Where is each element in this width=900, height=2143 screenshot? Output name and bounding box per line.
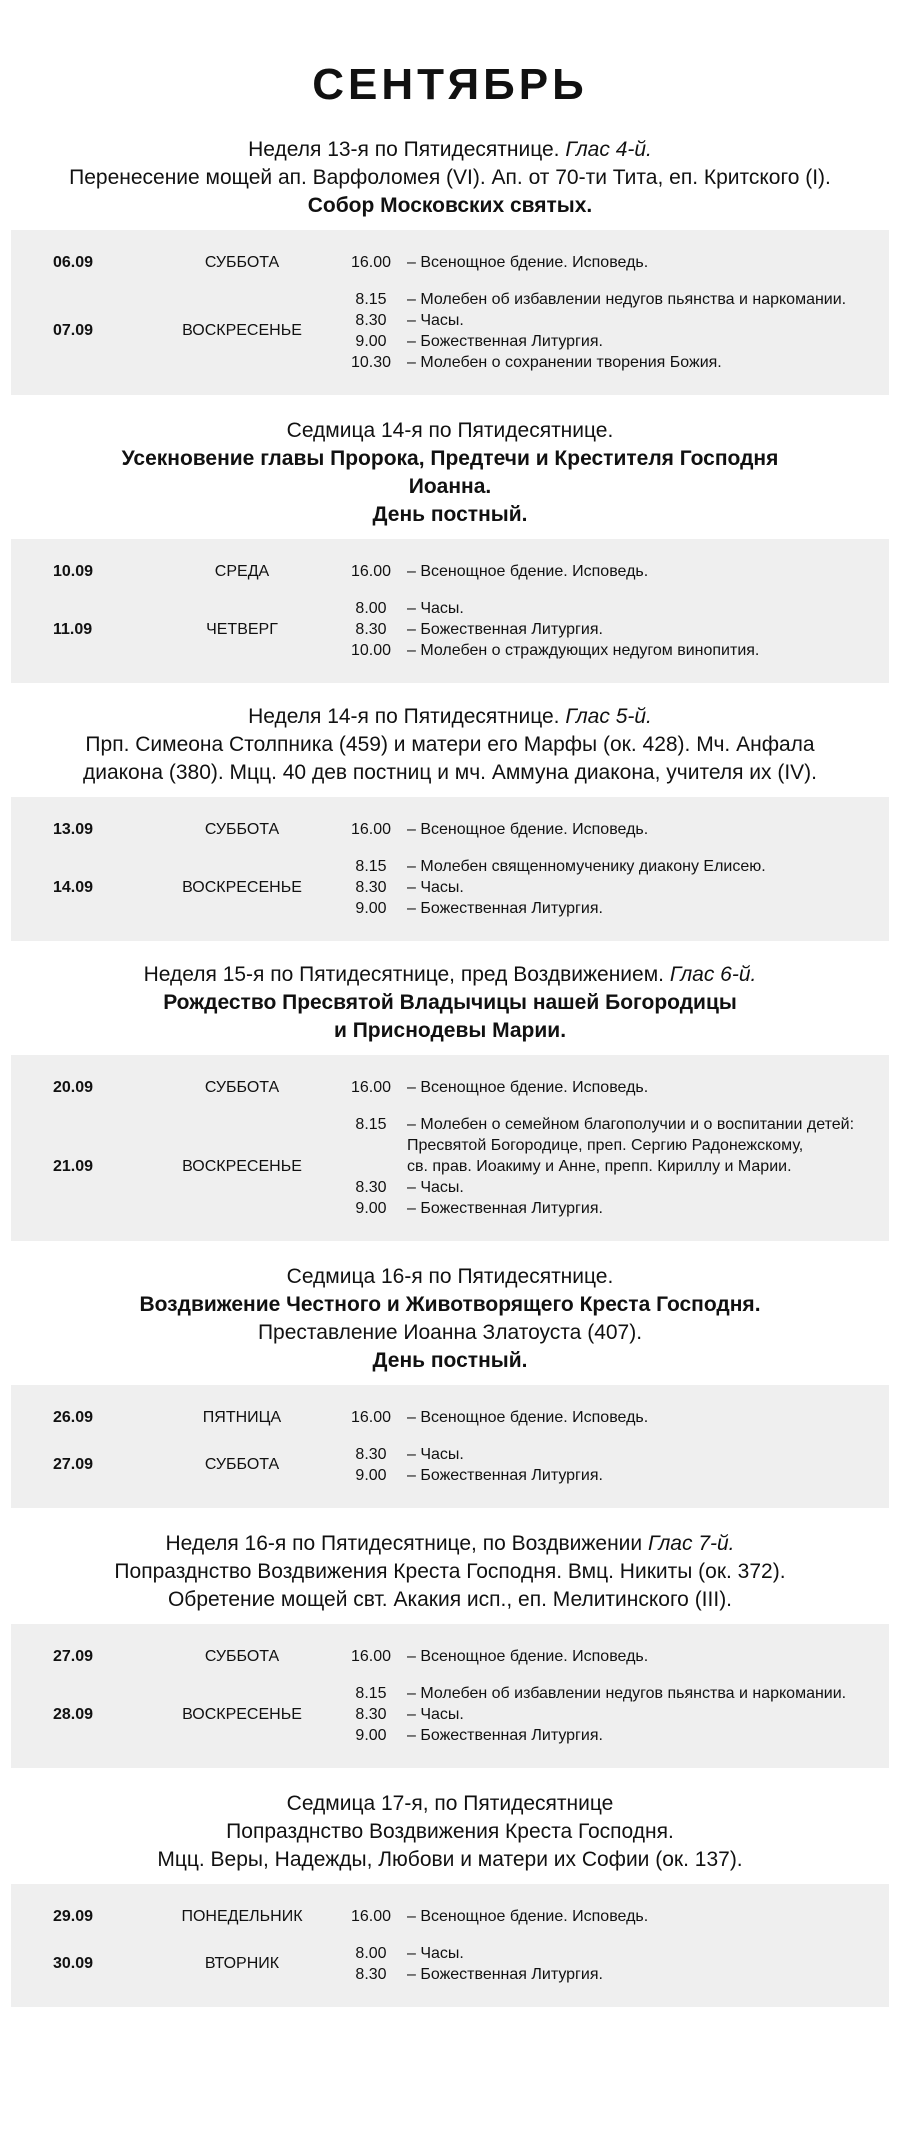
event-time: 9.00 xyxy=(355,333,387,350)
day-date: 28.09 xyxy=(53,1705,94,1723)
service-event xyxy=(337,856,889,877)
service-event xyxy=(337,310,889,331)
day-weekday: СУББОТА xyxy=(204,1456,280,1473)
schedule-day-row xyxy=(11,1638,889,1675)
heading-text: Обретение мощей свт. Акакия исп., еп. Мелитинского (III). xyxy=(167,1588,733,1611)
section-heading xyxy=(0,116,900,220)
section-heading xyxy=(0,1768,900,1874)
event-time: 8.30 xyxy=(355,312,387,329)
feast-title-line xyxy=(12,1291,888,1319)
event-description: – Всенощное бдение. Исповедь. xyxy=(407,1409,649,1426)
feast-title-line xyxy=(12,1017,888,1045)
service-event xyxy=(337,1943,889,1964)
sections-container xyxy=(0,116,900,2007)
heading-text: Неделя 14-я по Пятидесятнице. xyxy=(248,705,566,728)
service-event xyxy=(337,561,889,582)
schedule-box xyxy=(11,539,889,683)
day-events xyxy=(337,1444,889,1486)
heading-line xyxy=(12,1846,888,1874)
event-time: 10.00 xyxy=(350,642,392,659)
service-section xyxy=(0,683,900,941)
feast-title-line xyxy=(12,989,888,1017)
feast-title-line xyxy=(12,501,888,529)
schedule-day-row xyxy=(11,1675,889,1754)
event-time: 8.00 xyxy=(355,600,387,617)
event-description: – Часы. xyxy=(407,1706,464,1723)
event-description: – Божественная Литургия. xyxy=(407,1966,603,1983)
heading-text: Седмица 14-я по Пятидесятнице. xyxy=(286,419,614,442)
feast-title-line xyxy=(12,192,888,220)
heading-text: Седмица 17-я, по Пятидесятнице xyxy=(286,1792,614,1815)
service-event xyxy=(337,598,889,619)
heading-line xyxy=(12,1530,888,1558)
heading-text: Перенесение мощей ап. Варфоломея (VI). Ап. от 70-ти Тита, еп. Критского (I). xyxy=(69,166,831,189)
schedule-day-row xyxy=(11,1106,889,1227)
heading-text: Воздвижение Честного и Животворящего Креста Господня. xyxy=(139,1293,761,1316)
heading-text: Седмица 16-я по Пятидесятнице. xyxy=(286,1265,614,1288)
day-events xyxy=(337,1906,889,1927)
service-event xyxy=(337,1177,889,1198)
day-date: 21.09 xyxy=(53,1157,94,1175)
event-description: – Божественная Литургия. xyxy=(407,1727,603,1744)
service-event xyxy=(337,819,889,840)
heading-text: Преставление Иоанна Златоуста (407). xyxy=(257,1321,643,1344)
service-event xyxy=(337,1114,889,1177)
schedule-day-row xyxy=(11,590,889,669)
heading-text: Усекновение главы Пророка, Предтечи и Крестителя Господня xyxy=(121,447,779,470)
day-weekday: СУББОТА xyxy=(204,1078,280,1096)
service-event xyxy=(337,1198,889,1219)
heading-text: Иоанна. xyxy=(408,475,492,498)
heading-line xyxy=(12,1586,888,1614)
event-time: 16.00 xyxy=(350,1079,392,1096)
heading-text: Неделя 16-я по Пятидесятнице, по Воздвижении xyxy=(165,1532,648,1555)
service-section xyxy=(0,1768,900,2007)
section-heading xyxy=(0,395,900,529)
service-section xyxy=(0,395,900,683)
day-events xyxy=(337,289,889,373)
day-weekday: ВТОРНИК xyxy=(204,1955,280,1972)
event-description: – Молебен о семейном благополучии и о воспитании детей: Пресвятой Богородице, преп. Сергию Радонежскому, св. прав. Иоакиму и Анне, препп. Кириллу и Марии. xyxy=(407,1116,855,1175)
service-event xyxy=(337,1906,889,1927)
tone-label: Глас 7-й. xyxy=(647,1532,735,1555)
day-date: 10.09 xyxy=(53,562,94,580)
event-description: – Всенощное бдение. Исповедь. xyxy=(407,563,649,580)
service-event xyxy=(337,289,889,310)
feast-title-line xyxy=(12,473,888,501)
service-event xyxy=(337,1725,889,1746)
service-event xyxy=(337,331,889,352)
day-events xyxy=(337,1114,889,1219)
heading-line xyxy=(12,759,888,787)
day-weekday: ВОСКРЕСЕНЬЕ xyxy=(182,322,302,339)
event-description: – Молебен о сохранении творения Божия. xyxy=(407,354,722,371)
event-time: 16.00 xyxy=(350,254,392,271)
schedule-day-row xyxy=(11,1069,889,1106)
event-time: 10.30 xyxy=(350,354,392,371)
day-events xyxy=(337,1077,889,1098)
heading-text: и Приснодевы Марии. xyxy=(333,1019,567,1042)
event-description: – Божественная Литургия. xyxy=(407,621,603,638)
schedule-box xyxy=(11,230,889,395)
service-event xyxy=(337,1964,889,1985)
heading-text: Попразднство Воздвижения Креста Господня. Вмц. Никиты (ок. 372). xyxy=(114,1560,786,1583)
schedule-day-row xyxy=(11,1399,889,1436)
event-description: – Молебен об избавлении недугов пьянства и наркомании. xyxy=(407,291,847,308)
service-event xyxy=(337,352,889,373)
service-section xyxy=(0,1241,900,1508)
day-weekday: СУББОТА xyxy=(204,820,280,838)
service-event xyxy=(337,1407,889,1428)
day-events xyxy=(337,1646,889,1667)
heading-line xyxy=(12,731,888,759)
heading-text: День постный. xyxy=(372,1349,528,1372)
event-time: 8.30 xyxy=(355,1446,387,1463)
schedule-box xyxy=(11,797,889,941)
event-time: 8.30 xyxy=(355,621,387,638)
day-events xyxy=(337,252,889,273)
event-description: – Всенощное бдение. Исповедь. xyxy=(407,1908,649,1925)
day-date: 06.09 xyxy=(53,253,94,271)
day-date: 14.09 xyxy=(53,878,94,896)
event-time: 8.30 xyxy=(355,879,387,896)
service-event xyxy=(337,1646,889,1667)
day-date: 27.09 xyxy=(53,1456,94,1473)
heading-line xyxy=(12,1558,888,1586)
event-description: – Молебен о страждующих недугом винопития. xyxy=(407,642,760,659)
schedule-day-row xyxy=(11,1898,889,1935)
event-time: 8.15 xyxy=(355,1116,387,1133)
event-time: 8.30 xyxy=(355,1179,387,1196)
heading-text: Рождество Пресвятой Владычицы нашей Богородицы xyxy=(163,991,737,1014)
schedule-day-row xyxy=(11,553,889,590)
event-description: – Всенощное бдение. Исповедь. xyxy=(407,1648,649,1665)
heading-text: Неделя 15-я по Пятидесятнице, пред Воздвижением. xyxy=(143,963,670,986)
day-weekday: СУББОТА xyxy=(204,1647,280,1665)
section-heading xyxy=(0,1241,900,1375)
heading-line xyxy=(12,417,888,445)
service-section xyxy=(0,116,900,395)
event-description: – Часы. xyxy=(407,1945,464,1962)
section-heading xyxy=(0,683,900,787)
schedule-day-row xyxy=(11,281,889,381)
tone-label: Глас 5-й. xyxy=(565,705,652,728)
event-description: – Часы. xyxy=(407,879,464,896)
service-event xyxy=(337,1077,889,1098)
heading-text: Собор Московских святых. xyxy=(307,194,593,217)
section-heading xyxy=(0,941,900,1045)
heading-line xyxy=(12,1818,888,1846)
day-date: 30.09 xyxy=(53,1955,94,1972)
tone-label: Глас 6-й. xyxy=(669,963,757,986)
day-weekday: ЧЕТВЕРГ xyxy=(206,620,278,638)
heading-line xyxy=(12,961,888,989)
section-heading xyxy=(0,1508,900,1614)
day-weekday: ВОСКРЕСЕНЬЕ xyxy=(182,1157,302,1175)
service-event xyxy=(337,1704,889,1725)
event-time: 8.00 xyxy=(355,1945,387,1962)
service-section xyxy=(0,1508,900,1768)
day-events xyxy=(337,1407,889,1428)
day-date: 20.09 xyxy=(53,1078,94,1096)
event-description: – Божественная Литургия. xyxy=(407,1200,603,1217)
day-date: 13.09 xyxy=(53,820,94,838)
day-events xyxy=(337,856,889,919)
feast-title-line xyxy=(12,1347,888,1375)
day-weekday: СУББОТА xyxy=(204,253,280,271)
event-time: 8.30 xyxy=(355,1966,387,1983)
service-event xyxy=(337,252,889,273)
month-title: СЕНТЯБРЬ xyxy=(312,60,588,109)
event-time: 9.00 xyxy=(355,900,387,917)
schedule-box xyxy=(11,1055,889,1241)
day-weekday: ВОСКРЕСЕНЬЕ xyxy=(182,878,302,896)
event-description: – Божественная Литургия. xyxy=(407,1467,603,1484)
schedule-day-row xyxy=(11,811,889,848)
event-description: – Божественная Литургия. xyxy=(407,333,603,350)
schedule-box xyxy=(11,1884,889,2007)
service-event xyxy=(337,640,889,661)
day-events xyxy=(337,598,889,661)
heading-line xyxy=(12,703,888,731)
event-time: 16.00 xyxy=(350,1908,392,1925)
day-date: 29.09 xyxy=(53,1907,94,1925)
event-description: – Всенощное бдение. Исповедь. xyxy=(407,1079,649,1096)
event-time: 8.15 xyxy=(355,291,387,308)
heading-text: Прп. Симеона Столпника (459) и матери его Марфы (ок. 428). Мч. Анфала xyxy=(85,733,815,756)
service-event xyxy=(337,1683,889,1704)
service-event xyxy=(337,1465,889,1486)
event-time: 8.15 xyxy=(355,1685,387,1702)
event-description: – Часы. xyxy=(407,1446,464,1463)
heading-text: Попразднство Воздвижения Креста Господня. xyxy=(226,1820,674,1843)
service-event xyxy=(337,898,889,919)
day-date: 27.09 xyxy=(53,1647,94,1665)
schedule-day-row xyxy=(11,244,889,281)
event-description: – Молебен об избавлении недугов пьянства и наркомании. xyxy=(407,1685,847,1702)
event-time: 16.00 xyxy=(350,1648,392,1665)
day-events xyxy=(337,561,889,582)
day-weekday: ПОНЕДЕЛЬНИК xyxy=(181,1907,303,1925)
heading-line xyxy=(12,1319,888,1347)
heading-text: Мцц. Веры, Надежды, Любови и матери их Софии (ок. 137). xyxy=(157,1848,743,1871)
event-description: – Часы. xyxy=(407,600,464,617)
feast-title-line xyxy=(12,445,888,473)
schedule-box xyxy=(11,1624,889,1768)
day-date: 07.09 xyxy=(53,322,94,339)
event-description: – Часы. xyxy=(407,1179,464,1196)
heading-line xyxy=(12,1263,888,1291)
heading-line xyxy=(12,1790,888,1818)
heading-text: День постный. xyxy=(372,503,528,526)
event-time: 16.00 xyxy=(350,1409,392,1426)
event-time: 16.00 xyxy=(350,821,392,838)
event-time: 8.30 xyxy=(355,1706,387,1723)
day-date: 11.09 xyxy=(53,620,93,638)
day-events xyxy=(337,1943,889,1985)
day-events xyxy=(337,819,889,840)
day-weekday: СРЕДА xyxy=(214,562,270,580)
event-description: – Часы. xyxy=(407,312,464,329)
event-description: – Всенощное бдение. Исповедь. xyxy=(407,254,649,271)
heading-line xyxy=(12,136,888,164)
event-time: 9.00 xyxy=(355,1467,387,1484)
service-event xyxy=(337,877,889,898)
service-event xyxy=(337,619,889,640)
schedule-day-row xyxy=(11,848,889,927)
service-event xyxy=(337,1444,889,1465)
event-time: 9.00 xyxy=(355,1727,387,1744)
event-time: 8.15 xyxy=(355,858,387,875)
event-description: – Всенощное бдение. Исповедь. xyxy=(407,821,649,838)
event-time: 9.00 xyxy=(355,1200,387,1217)
event-time: 16.00 xyxy=(350,563,392,580)
event-description: – Божественная Литургия. xyxy=(407,900,603,917)
tone-label: Глас 4-й. xyxy=(565,138,652,161)
heading-line xyxy=(12,164,888,192)
schedule-day-row xyxy=(11,1935,889,1993)
schedule-day-row xyxy=(11,1436,889,1494)
heading-text: диакона (380). Мцц. 40 дев постниц и мч. Аммуна диакона, учителя их (IV). xyxy=(82,761,818,784)
service-section xyxy=(0,941,900,1241)
day-date: 26.09 xyxy=(53,1408,94,1426)
heading-text: Неделя 13-я по Пятидесятнице. xyxy=(248,138,566,161)
day-weekday: ВОСКРЕСЕНЬЕ xyxy=(182,1705,302,1723)
day-events xyxy=(337,1683,889,1746)
schedule-box xyxy=(11,1385,889,1508)
event-description: – Молебен священномученику диакону Елисею. xyxy=(407,858,766,875)
day-weekday: ПЯТНИЦА xyxy=(202,1408,282,1426)
